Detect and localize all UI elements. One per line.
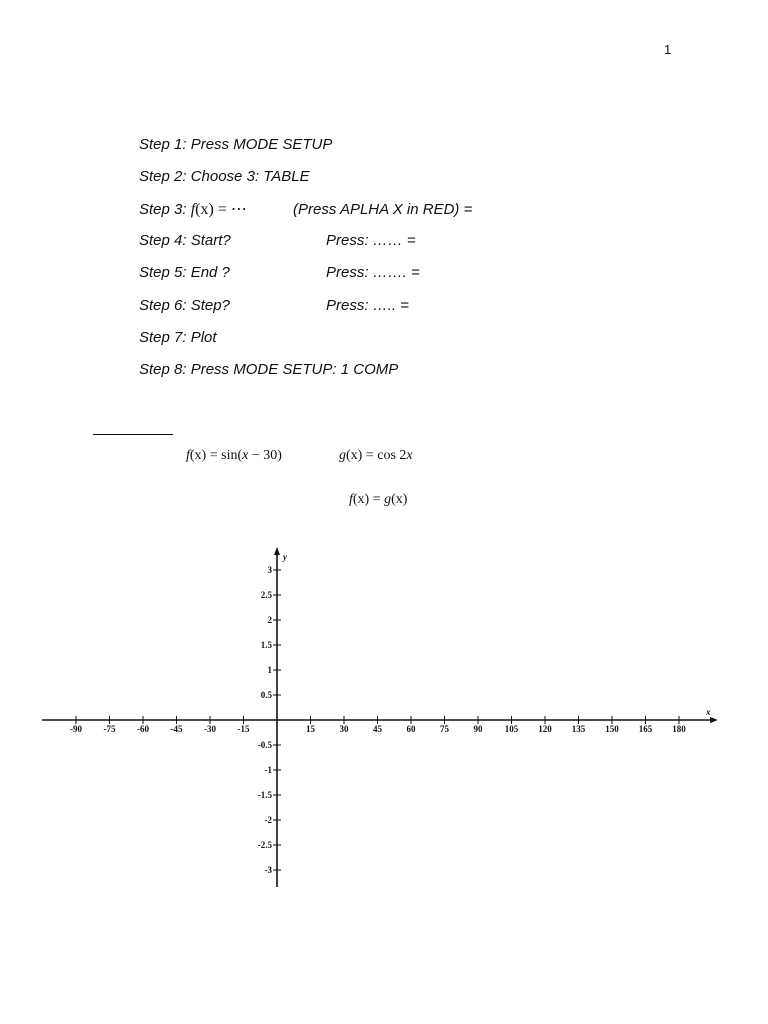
y-tick-label: 2.5 — [260, 590, 272, 600]
step-3-label: Step 3: — [139, 201, 191, 218]
y-tick-label: -0.5 — [257, 740, 272, 750]
x-tick-label: 15 — [306, 724, 315, 734]
y-tick-label: -2 — [264, 815, 272, 825]
y-tick-label: -2.5 — [257, 840, 272, 850]
x-tick-label: 75 — [440, 724, 449, 734]
equation-f-open: ( — [237, 448, 243, 463]
y-tick-label: 2 — [267, 615, 272, 625]
equation-f-name: f — [186, 448, 190, 463]
step-8: Step 8: Press MODE SETUP: 1 COMP — [139, 361, 399, 378]
x-tick-label: -30 — [204, 724, 216, 734]
equation-f-rest: − 30) — [248, 448, 282, 463]
x-tick-label: -45 — [170, 724, 183, 734]
step-4: Step 4: Start? — [139, 232, 231, 249]
step-5-press: Press: ……. = — [326, 264, 420, 281]
x-tick-label: -75 — [103, 724, 116, 734]
x-tick-label: -15 — [237, 724, 250, 734]
x-axis-arrow — [710, 717, 718, 723]
equation-f-fn: sin — [221, 448, 238, 463]
y-axis-label: y — [283, 552, 287, 562]
x-tick-label: 30 — [339, 724, 349, 734]
x-tick-label: 60 — [406, 724, 416, 734]
step-5: Step 5: End ? — [139, 264, 230, 281]
y-tick-label: 0.5 — [260, 690, 272, 700]
page-number: 1 — [664, 42, 672, 57]
y-tick-label: 1.5 — [260, 640, 272, 650]
x-tick-label: 150 — [605, 724, 619, 734]
step-1: Step 1: Press MODE SETUP — [139, 136, 333, 153]
x-tick-label: 135 — [571, 724, 586, 734]
equation-f-var: x — [242, 448, 249, 463]
step-4-press: Press: …… = — [326, 232, 416, 249]
x-tick-label: 90 — [473, 724, 483, 734]
step-3-formula-eq: = ⋯ — [213, 201, 247, 218]
y-axis-arrow — [274, 547, 280, 555]
equation-fg-f: f — [349, 492, 353, 507]
y-tick-label: 3 — [267, 565, 272, 575]
x-tick-label: 45 — [373, 724, 382, 734]
equation-g-name: g — [339, 448, 346, 463]
step-6-press: Press: ….. = — [326, 297, 409, 314]
step-3-note: (Press APLHA X in RED) = — [293, 201, 473, 218]
equation-fg-g: g — [384, 492, 392, 507]
step-6: Step 6: Step? — [139, 297, 230, 314]
equation-g-fn: cos — [377, 448, 396, 463]
step-3-formula-x: (x) — [195, 201, 214, 218]
step-2: Step 2: Choose 3: TABLE — [139, 168, 310, 185]
step-7: Step 7: Plot — [139, 329, 217, 346]
equation-g-num: 2 — [395, 448, 407, 463]
x-tick-label: 120 — [538, 724, 552, 734]
equation-fg-end: (x) — [391, 492, 408, 507]
x-tick-label: 180 — [672, 724, 686, 734]
step-3-formula-f: f — [190, 201, 196, 218]
equation-g-var: x — [406, 448, 413, 463]
x-axis-label: x — [706, 707, 711, 717]
x-tick-label: 105 — [504, 724, 519, 734]
equation-fg-mid: (x) = — [352, 492, 385, 507]
y-tick-label: 1 — [267, 665, 272, 675]
x-tick-label: 165 — [638, 724, 653, 734]
y-tick-label: -1 — [264, 765, 272, 775]
x-tick-label: -90 — [70, 724, 82, 734]
equation-g-arg: (x) = — [346, 448, 378, 463]
x-tick-label: -60 — [137, 724, 149, 734]
y-tick-label: -1.5 — [257, 790, 272, 800]
y-tick-label: -3 — [264, 865, 272, 875]
equation-f-arg: (x) = — [189, 448, 222, 463]
